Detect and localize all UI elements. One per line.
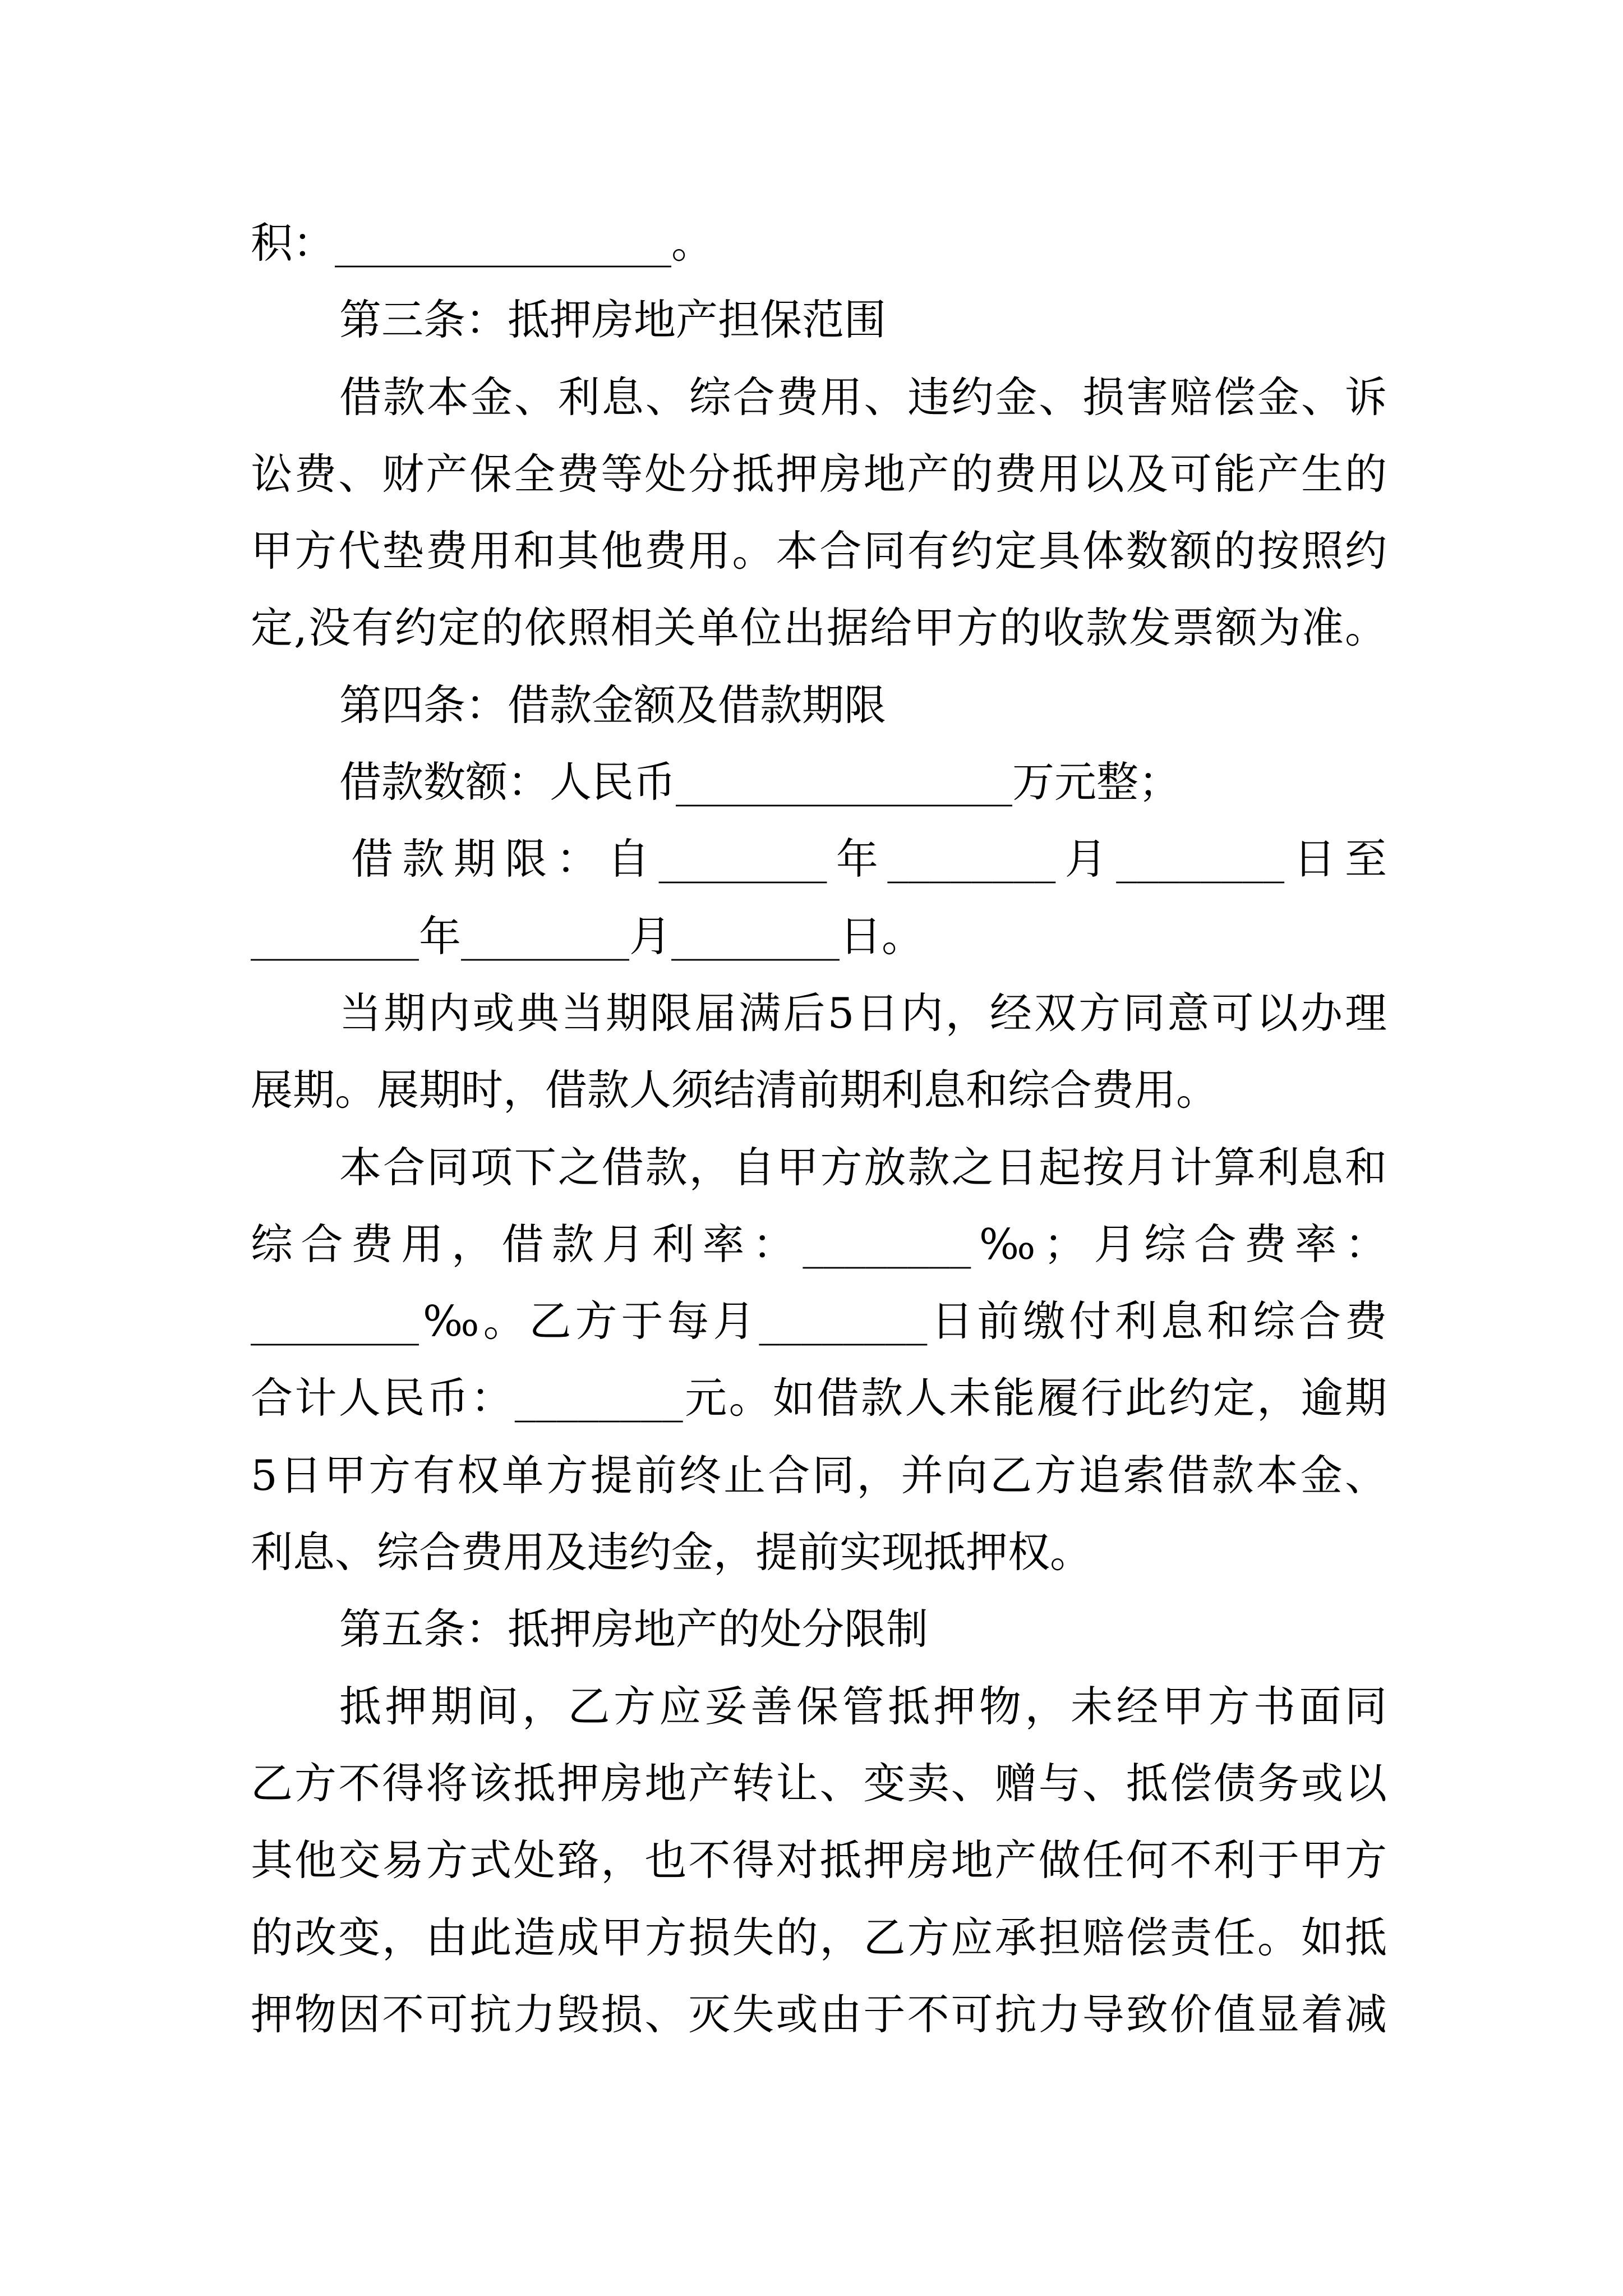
text-line: 5日甲方有权单方提前终止合同，并向乙方追索借款本金、 bbox=[251, 1450, 1387, 1500]
text-line: 借款本金、利息、综合费用、违约金、损害赔偿金、诉 bbox=[339, 372, 1387, 422]
text-line: 定,没有约定的依照相关单位出据给甲方的收款发票额为准。 bbox=[251, 603, 1387, 653]
text-line: 讼费、财产保全费等处分抵押房地产的费用以及可能产生的 bbox=[251, 449, 1387, 499]
text-line: 押物因不可抗力毁损、灭失或由于不可抗力导致价值显着减 bbox=[251, 1989, 1387, 2039]
text-line: 综合费用，借款月利率：________‰；月综合费率： bbox=[251, 1219, 1387, 1269]
paragraph bbox=[251, 1668, 1387, 2053]
text-line: 的改变，由此造成甲方损失的，乙方应承担赔偿责任。如抵 bbox=[251, 1912, 1387, 1962]
text-line: 借款数额：人民币________________万元整； bbox=[339, 757, 1181, 807]
text-line: 积：________________。 bbox=[251, 218, 714, 268]
article-heading: 第三条：抵押房地产担保范围 bbox=[339, 295, 887, 345]
text-line: 利息、综合费用及违约金，提前实现抵押权。 bbox=[251, 1527, 1092, 1577]
text-line: 本合同项下之借款，自甲方放款之日起按月计算利息和 bbox=[339, 1142, 1387, 1192]
continued-paragraph bbox=[251, 205, 1387, 282]
text-line: 合计人民币：________元。如借款人未能履行此约定，逾期 bbox=[251, 1373, 1387, 1423]
text-line: 甲方代垫费用和其他费用。本合同有约定具体数额的按照约 bbox=[251, 526, 1387, 576]
document-body bbox=[251, 205, 1387, 2053]
text-line: 乙方不得将该抵押房地产转让、变卖、赠与、抵偿债务或以 bbox=[251, 1758, 1387, 1808]
text-line: ________年________月________日。 bbox=[251, 911, 924, 961]
paragraph bbox=[251, 975, 1387, 1129]
paragraph bbox=[251, 821, 1387, 975]
text-line: 展期。展期时，借款人须结清前期利息和综合费用。 bbox=[251, 1065, 1219, 1115]
paragraph bbox=[251, 744, 1387, 821]
article-5 bbox=[251, 1591, 1387, 2053]
text-line: 抵押期间，乙方应妥善保管抵押物，未经甲方书面同 bbox=[339, 1681, 1387, 1731]
paragraph bbox=[251, 359, 1387, 667]
article-heading: 第四条：借款金额及借款期限 bbox=[339, 680, 887, 730]
article-4 bbox=[251, 667, 1387, 1591]
text-line: 当期内或典当期限届满后5日内，经双方同意可以办理 bbox=[339, 988, 1387, 1038]
text-line: ________‰。乙方于每月________日前缴付利息和综合费 bbox=[251, 1296, 1387, 1346]
paragraph bbox=[251, 1129, 1387, 1591]
article-heading: 第五条：抵押房地产的处分限制 bbox=[339, 1604, 929, 1654]
text-line: 其他交易方式处臵，也不得对抵押房地产做任何不利于甲方 bbox=[251, 1835, 1387, 1885]
text-line: 借款期限：自________年________月________日至 bbox=[351, 834, 1387, 884]
article-3 bbox=[251, 282, 1387, 666]
